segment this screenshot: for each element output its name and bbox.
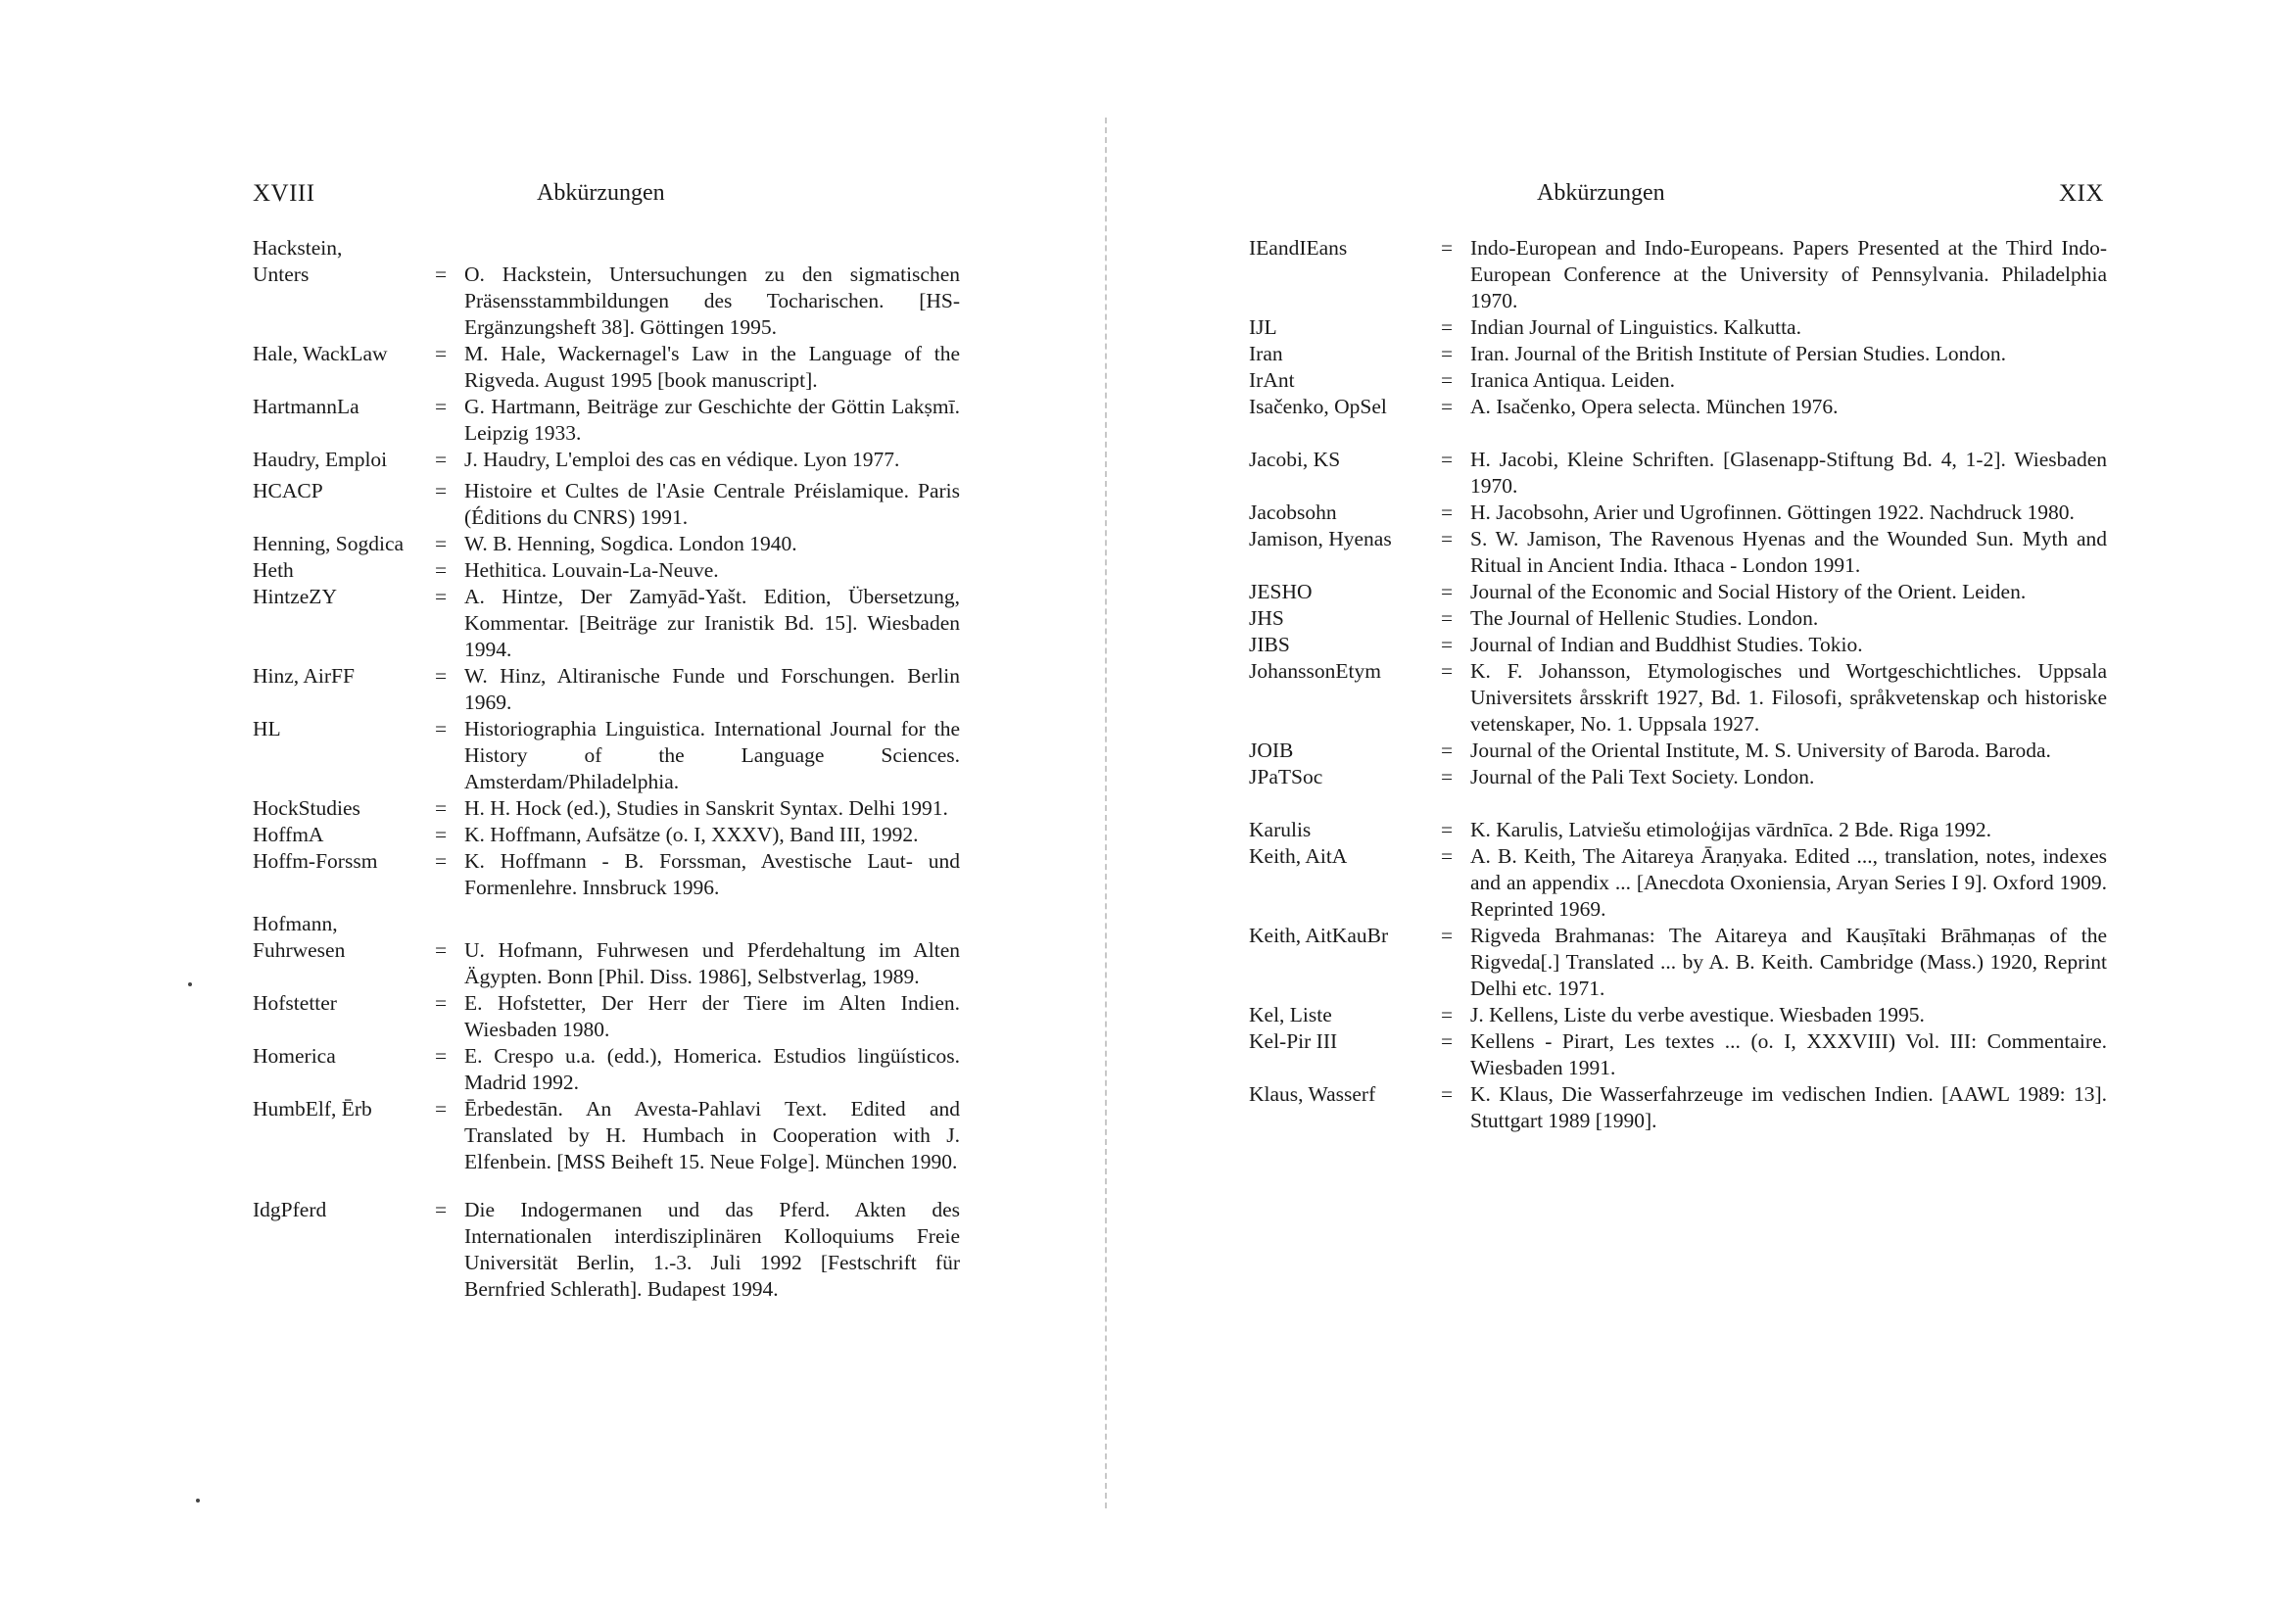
list-item: [253, 848, 960, 901]
list-item: [1249, 605, 2107, 632]
entry-definition: Rigveda Brahmanas: The Aitareya and Kauṣītaki Brāhmaṇas of the Rigveda[.] Translated ... by A. B. Keith. Cambridge (Mass.) 1920, Reprint Delhi etc. 1971.: [1470, 924, 2107, 1000]
entry-abbreviation: Klaus, Wasserf: [1249, 1082, 1376, 1106]
list-item: [1249, 764, 2107, 790]
list-item: [253, 478, 960, 531]
entry-definition: H. Jacobsohn, Arier und Ugrofinnen. Göttingen 1922. Nachdruck 1980.: [1470, 501, 2075, 524]
list-item: [253, 1197, 960, 1303]
equals-sign: =: [1441, 659, 1454, 683]
entry-abbreviation: Karulis: [1249, 818, 1312, 841]
list-item: [253, 341, 960, 394]
equals-sign: =: [435, 1097, 448, 1121]
entry-abbreviation: Homerica: [253, 1044, 336, 1068]
entry-abbreviation: Keith, AitA: [1249, 844, 1348, 868]
list-item: [1249, 632, 2107, 658]
entry-abbreviation: Keith, AitKauBr: [1249, 924, 1389, 947]
list-item: [253, 911, 960, 990]
entry-abbreviation: JohanssonEtym: [1249, 659, 1381, 683]
list-item: [1249, 579, 2107, 605]
equals-sign: =: [435, 849, 448, 873]
equals-sign: =: [1441, 236, 1454, 260]
entry-abbreviation: HintzeZY: [253, 585, 337, 608]
entry-abbreviation: HockStudies: [253, 796, 360, 820]
entry-abbreviation: HartmannLa: [253, 395, 359, 418]
list-item: [253, 663, 960, 716]
entry-definition: W. B. Henning, Sogdica. London 1940.: [464, 532, 797, 555]
entry-abbreviation: Jacobi, KS: [1249, 448, 1341, 471]
equals-sign: =: [435, 938, 448, 962]
entry-definition: Journal of Indian and Buddhist Studies. Tokio.: [1470, 633, 1863, 656]
entry-definition: K. F. Johansson, Etymologisches und Wortgeschichtliches. Uppsala Universitets årsskrift 1927, Bd. 1. Filosofi, språkvetenskap och historiske vetenskaper, No. 1. Uppsala 1927.: [1470, 659, 2107, 736]
entry-definition: Kellens - Pirart, Les textes ... (o. I, XXXVIII) Vol. III: Commentaire. Wiesbaden 1991.: [1470, 1029, 2107, 1079]
equals-sign: =: [435, 262, 448, 286]
list-item: [253, 394, 960, 447]
equals-sign: =: [435, 395, 448, 418]
entry-definition: A. B. Keith, The Aitareya Āraṇyaka. Edited ..., translation, notes, indexes and an appendix ... [Anecdota Oxoniensia, Aryan Series I 9]. Oxford 1909. Reprinted 1969.: [1470, 844, 2107, 921]
equals-sign: =: [435, 558, 448, 582]
list-item: [253, 1096, 960, 1175]
list-item: [1249, 526, 2107, 579]
entry-abbreviation: Jacobsohn: [1249, 501, 1337, 524]
equals-sign: =: [1441, 580, 1454, 603]
entry-abbreviation: HumbElf, Ērb: [253, 1097, 372, 1121]
equals-sign: =: [1441, 527, 1454, 550]
entry-definition: Indo-European and Indo-Europeans. Papers Presented at the Third Indo-European Conference at the University of Pennsylvania. Philadelphia 1970.: [1470, 236, 2107, 312]
equals-sign: =: [1441, 739, 1454, 762]
entry-abbreviation: IJL: [1249, 315, 1277, 339]
list-item: [1249, 235, 2107, 314]
entry-definition: Journal of the Pali Text Society. London.: [1470, 765, 1815, 788]
equals-sign: =: [435, 1044, 448, 1068]
equals-sign: =: [435, 991, 448, 1015]
entry-definition: S. W. Jamison, The Ravenous Hyenas and the Wounded Sun. Myth and Ritual in Ancient India. Ithaca - London 1991.: [1470, 527, 2107, 577]
list-item: [253, 235, 960, 341]
list-item: [1249, 367, 2107, 394]
entry-abbreviation: IEandIEans: [1249, 236, 1348, 260]
entry-abbreviation: Hackstein, Unters: [253, 236, 343, 286]
entry-definition: E. Hofstetter, Der Herr der Tiere im Alten Indien. Wiesbaden 1980.: [464, 991, 960, 1041]
entry-abbreviation: Hale, WackLaw: [253, 342, 388, 365]
running-header-right: Abkürzungen: [1537, 180, 1665, 206]
equals-sign: =: [1441, 501, 1454, 524]
equals-sign: =: [1441, 395, 1454, 418]
equals-sign: =: [1441, 448, 1454, 471]
equals-sign: =: [1441, 315, 1454, 339]
list-item: [253, 1043, 960, 1096]
list-item: [253, 990, 960, 1043]
list-item: [253, 531, 960, 557]
entry-abbreviation: Hofstetter: [253, 991, 337, 1015]
entry-definition: Indian Journal of Linguistics. Kalkutta.: [1470, 315, 1801, 339]
list-item: [253, 584, 960, 663]
entry-definition: A. Hintze, Der Zamyād-Yašt. Edition, Übersetzung, Kommentar. [Beiträge zur Iranistik Bd. 15]. Wiesbaden 1994.: [464, 585, 960, 661]
entry-definition: Historiographia Linguistica. International Journal for the History of the Language Sciences. Amsterdam/Philadelphia.: [464, 717, 960, 793]
entry-abbreviation: IdgPferd: [253, 1198, 327, 1221]
entry-definition: K. Karulis, Latviešu etimoloģijas vārdnīca. 2 Bde. Riga 1992.: [1470, 818, 1992, 841]
entry-definition: A. Isačenko, Opera selecta. München 1976.: [1470, 395, 1839, 418]
entry-definition: Journal of the Economic and Social History of the Orient. Leiden.: [1470, 580, 2027, 603]
entry-abbreviation: HL: [253, 717, 281, 740]
equals-sign: =: [1441, 765, 1454, 788]
page-gutter-divider: [1105, 118, 1107, 1508]
entry-abbreviation: JPaTSoc: [1249, 765, 1323, 788]
entry-definition: Iranica Antiqua. Leiden.: [1470, 368, 1675, 392]
list-item: [253, 716, 960, 795]
entry-definition: K. Hoffmann, Aufsätze (o. I, XXXV), Band III, 1992.: [464, 823, 919, 846]
equals-sign: =: [1441, 606, 1454, 630]
entry-definition: Histoire et Cultes de l'Asie Centrale Préislamique. Paris (Éditions du CNRS) 1991.: [464, 479, 960, 529]
equals-sign: =: [435, 717, 448, 740]
list-item: [1249, 923, 2107, 1002]
equals-sign: =: [435, 796, 448, 820]
entry-definition: U. Hofmann, Fuhrwesen und Pferdehaltung im Alten Ägypten. Bonn [Phil. Diss. 1986], Selbstverlag, 1989.: [464, 938, 960, 988]
entry-abbreviation: JHS: [1249, 606, 1284, 630]
equals-sign: =: [1441, 633, 1454, 656]
entry-definition: H. Jacobi, Kleine Schriften. [Glasenapp-Stiftung Bd. 4, 1-2]. Wiesbaden 1970.: [1470, 448, 2107, 498]
list-item: [1249, 394, 2107, 420]
entry-definition: J. Haudry, L'emploi des cas en védique. Lyon 1977.: [464, 448, 900, 471]
equals-sign: =: [1441, 818, 1454, 841]
entry-abbreviation: Kel, Liste: [1249, 1003, 1332, 1026]
entry-abbreviation: Jamison, Hyenas: [1249, 527, 1392, 550]
equals-sign: =: [1441, 1029, 1454, 1053]
list-item: [253, 795, 960, 822]
list-item: [253, 447, 960, 473]
list-item: [1249, 1081, 2107, 1134]
entry-abbreviation: Iran: [1249, 342, 1283, 365]
entry-abbreviation: JESHO: [1249, 580, 1313, 603]
list-item: [1249, 447, 2107, 500]
entry-definition: The Journal of Hellenic Studies. London.: [1470, 606, 1819, 630]
entry-abbreviation: JOIB: [1249, 739, 1294, 762]
entry-definition: H. H. Hock (ed.), Studies in Sanskrit Syntax. Delhi 1991.: [464, 796, 948, 820]
equals-sign: =: [1441, 368, 1454, 392]
list-item: [1249, 341, 2107, 367]
entry-abbreviation: IrAnt: [1249, 368, 1295, 392]
entry-abbreviation: Hofmann, Fuhrwesen: [253, 912, 346, 962]
list-item: [253, 822, 960, 848]
entry-definition: W. Hinz, Altiranische Funde und Forschungen. Berlin 1969.: [464, 664, 960, 714]
list-item: [1249, 658, 2107, 738]
list-item: [1249, 817, 2107, 843]
list-item: [253, 557, 960, 584]
entry-definition: M. Hale, Wackernagel's Law in the Language of the Rigveda. August 1995 [book manuscript].: [464, 342, 960, 392]
entry-abbreviation: Hinz, AirFF: [253, 664, 355, 688]
equals-sign: =: [435, 664, 448, 688]
page-number-right: XIX: [2059, 180, 2104, 207]
entry-definition: Journal of the Oriental Institute, M. S. University of Baroda. Baroda.: [1470, 739, 2051, 762]
entry-abbreviation: Kel-Pir III: [1249, 1029, 1338, 1053]
equals-sign: =: [1441, 1082, 1454, 1106]
list-item: [1249, 1002, 2107, 1028]
equals-sign: =: [1441, 844, 1454, 868]
left-page: [0, 0, 1107, 1622]
entry-abbreviation: Heth: [253, 558, 294, 582]
equals-sign: =: [435, 532, 448, 555]
list-item: [1249, 1028, 2107, 1081]
entry-definition: Iran. Journal of the British Institute of Persian Studies. London.: [1470, 342, 2006, 365]
equals-sign: =: [1441, 342, 1454, 365]
entry-definition: K. Hoffmann - B. Forssman, Avestische Laut- und Formenlehre. Innsbruck 1996.: [464, 849, 960, 899]
entry-abbreviation: HoffmA: [253, 823, 324, 846]
entry-definition: Ērbedestān. An Avesta-Pahlavi Text. Edited and Translated by H. Humbach in Cooperation with J. Elfenbein. [MSS Beiheft 15. Neue Folge]. München 1990.: [464, 1097, 960, 1173]
entry-definition: E. Crespo u.a. (edd.), Homerica. Estudios lingüísticos. Madrid 1992.: [464, 1044, 960, 1094]
equals-sign: =: [1441, 924, 1454, 947]
equals-sign: =: [435, 823, 448, 846]
entry-abbreviation: Isačenko, OpSel: [1249, 395, 1387, 418]
equals-sign: =: [435, 479, 448, 502]
entry-definition: K. Klaus, Die Wasserfahrzeuge im vedischen Indien. [AAWL 1989: 13]. Stuttgart 1989 [1990].: [1470, 1082, 2107, 1132]
entry-abbreviation: HCACP: [253, 479, 323, 502]
equals-sign: =: [1441, 1003, 1454, 1026]
abbreviation-list-right: [1249, 235, 2107, 1134]
entry-definition: Hethitica. Louvain-La-Neuve.: [464, 558, 719, 582]
scan-speck: [196, 1499, 200, 1503]
abbreviation-list-left: [253, 235, 960, 1303]
entry-definition: Die Indogermanen und das Pferd. Akten des Internationalen interdisziplinären Kolloquiums Freie Universität Berlin, 1.-3. Juli 1992 [Festschrift für Bernfried Schlerath]. Budapest 1994.: [464, 1198, 960, 1301]
entry-definition: O. Hackstein, Untersuchungen zu den sigmatischen Präsensstammbildungen des Tocharischen. [HS-Ergänzungsheft 38]. Göttingen 1995.: [464, 262, 960, 339]
entry-abbreviation: Hoffm-Forssm: [253, 849, 378, 873]
equals-sign: =: [435, 585, 448, 608]
page-number-left: XVIII: [253, 180, 315, 207]
scan-speck: [188, 982, 192, 986]
equals-sign: =: [435, 448, 448, 471]
equals-sign: =: [435, 1198, 448, 1221]
entry-abbreviation: JIBS: [1249, 633, 1290, 656]
right-page: [1126, 0, 2296, 1622]
list-item: [1249, 314, 2107, 341]
running-header-left: Abkürzungen: [537, 180, 665, 206]
list-item: [1249, 738, 2107, 764]
list-item: [1249, 500, 2107, 526]
entry-definition: G. Hartmann, Beiträge zur Geschichte der Göttin Lakṣmī. Leipzig 1933.: [464, 395, 960, 445]
equals-sign: =: [435, 342, 448, 365]
entry-abbreviation: Haudry, Emploi: [253, 448, 388, 471]
entry-definition: J. Kellens, Liste du verbe avestique. Wiesbaden 1995.: [1470, 1003, 1925, 1026]
list-item: [1249, 843, 2107, 923]
entry-abbreviation: Henning, Sogdica: [253, 532, 405, 555]
